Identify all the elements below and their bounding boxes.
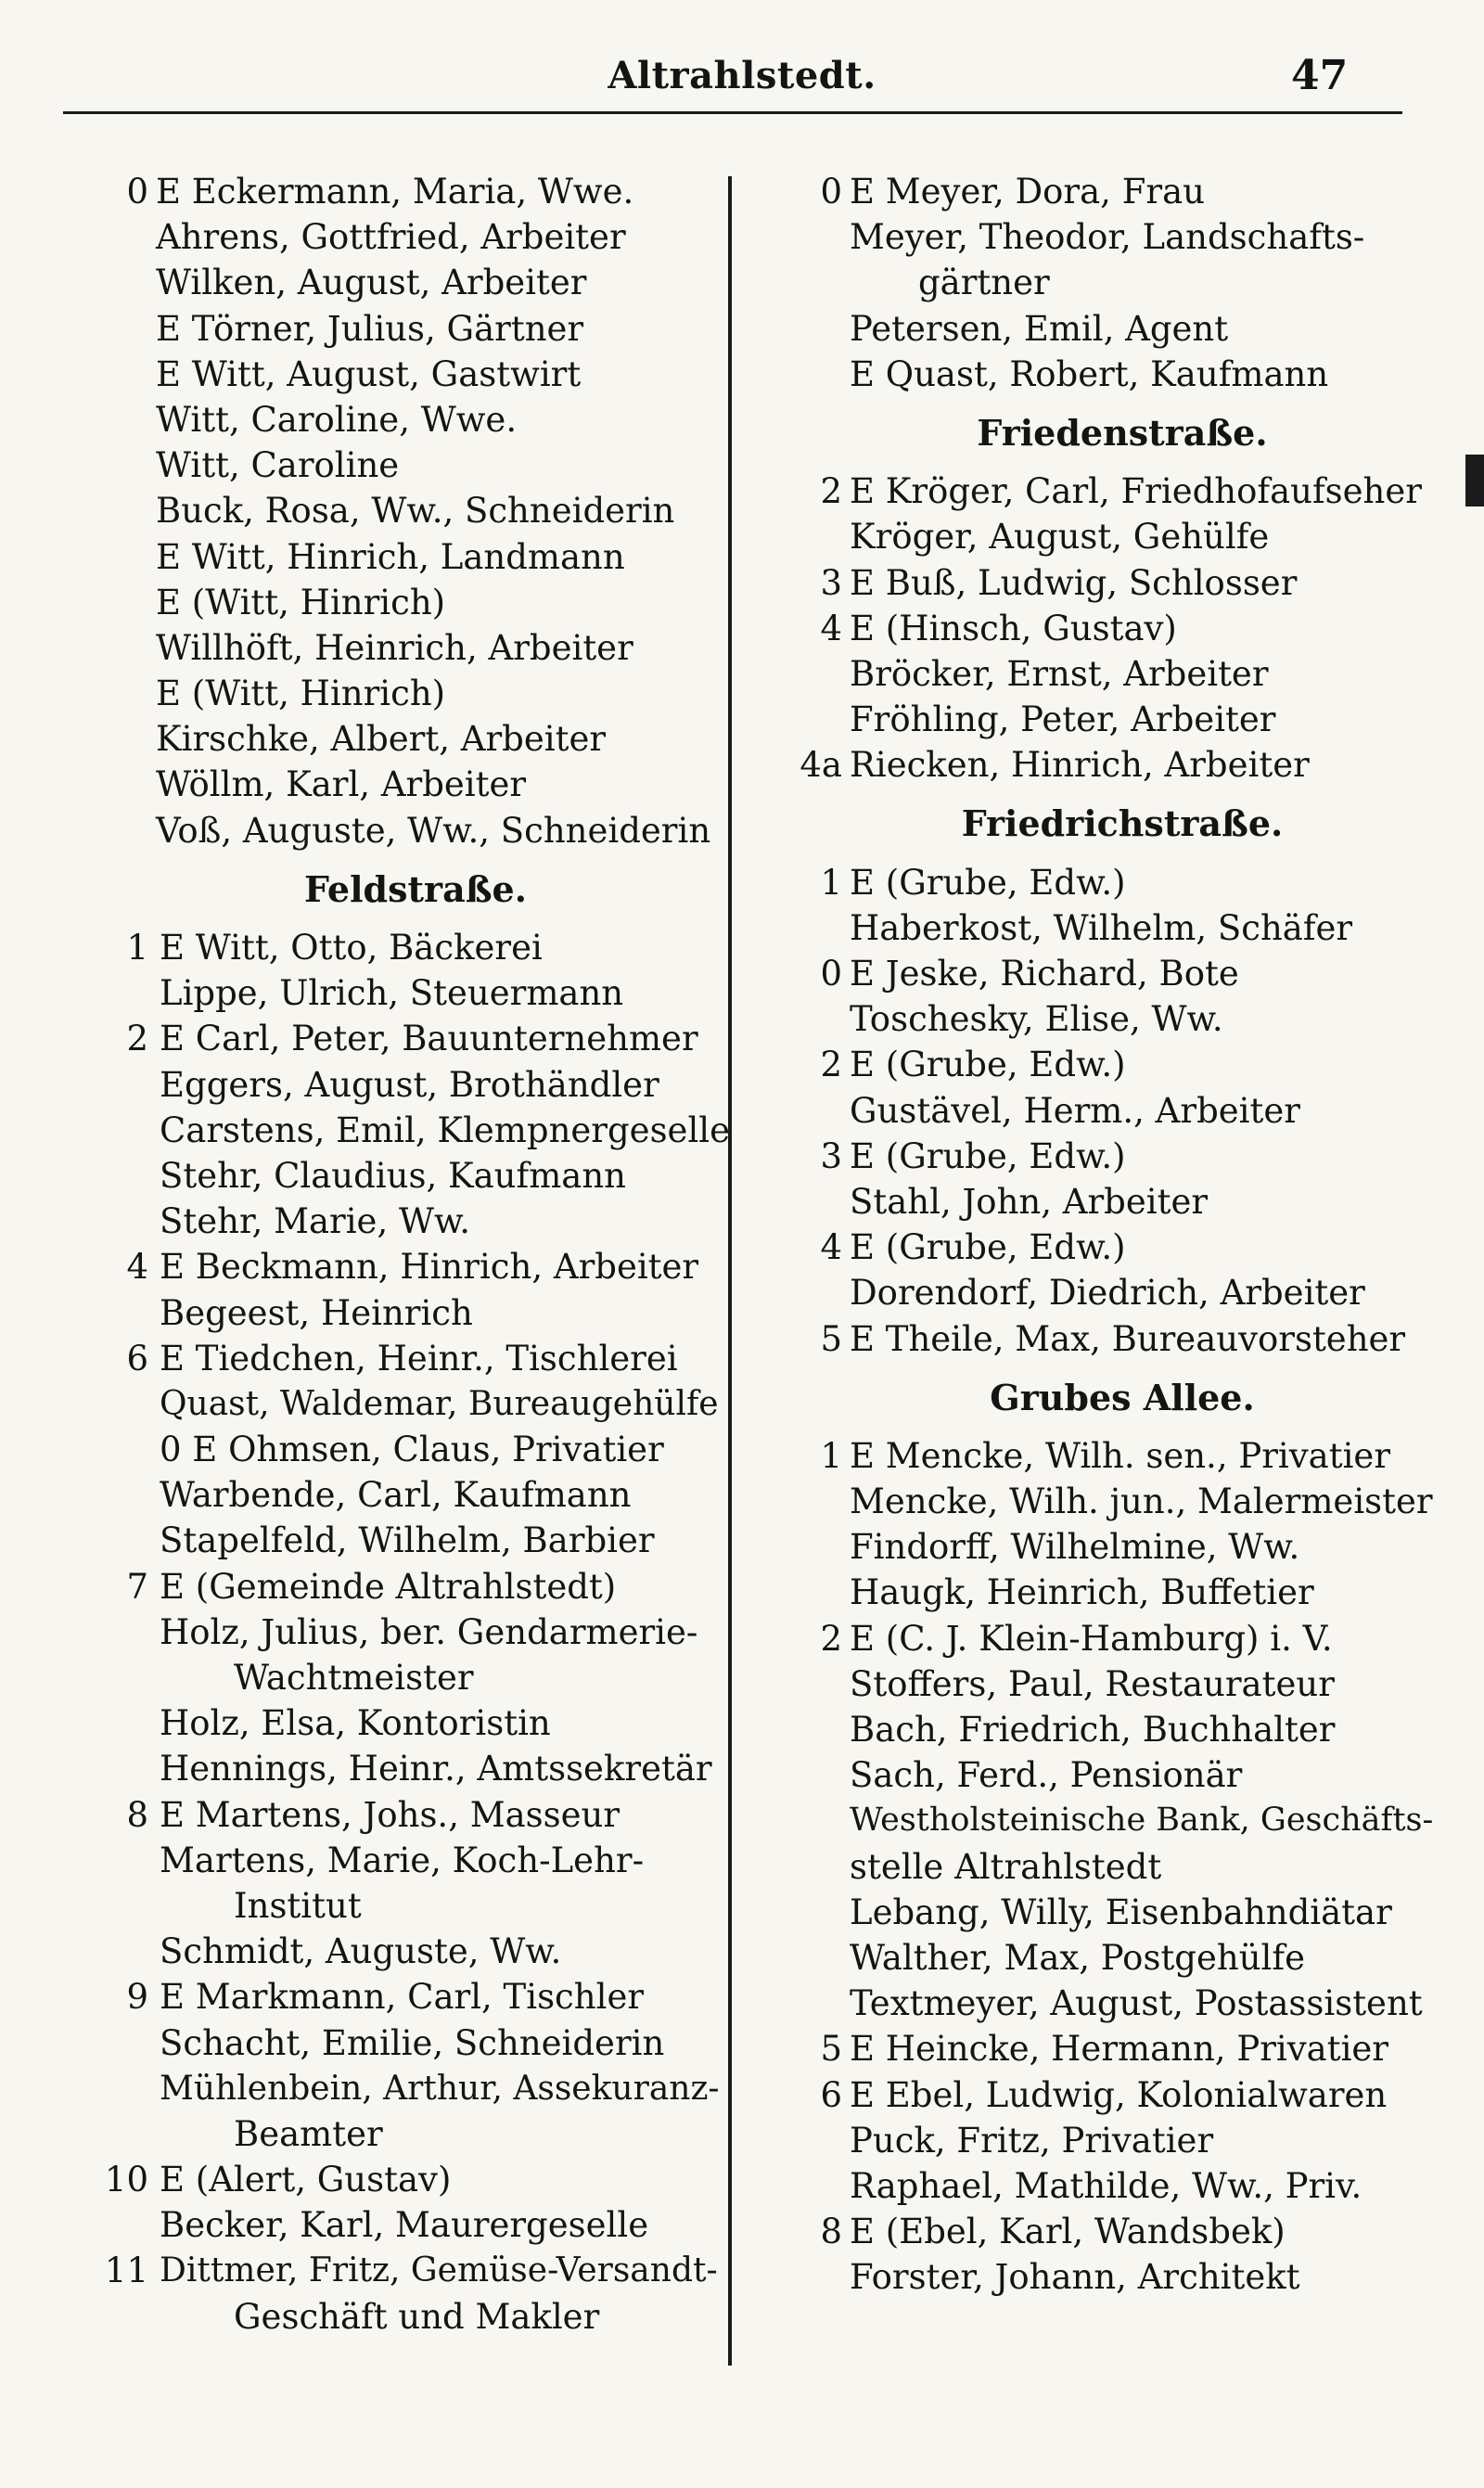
entry-text: E (Grube, Edw.) bbox=[850, 1227, 1126, 1268]
entry-text: Textmeyer, August, Postassistent bbox=[850, 1983, 1423, 2024]
directory-entry bbox=[100, 1427, 731, 1472]
directory-entry bbox=[798, 606, 1447, 651]
entry-text: Witt, Caroline, Wwe. bbox=[156, 399, 518, 440]
directory-entry bbox=[100, 2020, 731, 2066]
directory-entry bbox=[100, 1700, 731, 1746]
directory-entry bbox=[798, 1524, 1447, 1570]
directory-entry bbox=[798, 1798, 1447, 1843]
directory-entry bbox=[798, 1707, 1447, 1752]
entry-text: E Ebel, Ludwig, Kolonialwaren bbox=[850, 2074, 1388, 2115]
directory-entry bbox=[798, 905, 1447, 951]
directory-entry bbox=[798, 2254, 1447, 2300]
entry-text: E Eckermann, Maria, Wwe. bbox=[156, 172, 634, 212]
house-number: 0 bbox=[126, 172, 148, 212]
directory-entry bbox=[798, 1433, 1447, 1479]
entry-text: E Theile, Max, Bureauvorsteher bbox=[850, 1318, 1406, 1359]
house-number: 1 bbox=[820, 1435, 842, 1476]
entry-text: E Beckmann, Hinrich, Arbeiter bbox=[160, 1247, 699, 1288]
directory-entry bbox=[798, 951, 1447, 996]
directory-entry bbox=[798, 214, 1447, 260]
entry-text: Forster, Johann, Architekt bbox=[850, 2257, 1300, 2298]
directory-entry bbox=[100, 2111, 731, 2157]
page-edge-mark bbox=[1465, 455, 1484, 507]
directory-entry bbox=[798, 1890, 1447, 1935]
entry-text: E Heincke, Hermann, Privatier bbox=[850, 2029, 1388, 2070]
directory-entry bbox=[100, 2202, 731, 2248]
house-number: 3 bbox=[820, 1135, 842, 1176]
directory-entry bbox=[100, 1883, 731, 1929]
house-number: 2 bbox=[820, 471, 842, 512]
entry-text: Kröger, August, Gehülfe bbox=[850, 517, 1270, 558]
directory-entry bbox=[100, 580, 731, 625]
directory-entry bbox=[798, 2163, 1447, 2209]
entry-text: Dittmer, Fritz, Gemüse-Versandt- bbox=[160, 2251, 718, 2290]
entry-text: Stehr, Claudius, Kaufmann bbox=[160, 1155, 627, 1196]
house-number: 0 bbox=[820, 954, 842, 994]
directory-entry bbox=[798, 860, 1447, 905]
entry-text: Puck, Fritz, Privatier bbox=[850, 2120, 1214, 2161]
entry-text: stelle Altrahlstedt bbox=[850, 1846, 1162, 1887]
directory-entry bbox=[798, 1179, 1447, 1225]
directory-entry bbox=[100, 808, 731, 853]
directory-entry bbox=[100, 762, 731, 807]
entry-text: Schmidt, Auguste, Ww. bbox=[160, 1931, 562, 1972]
entry-text: E (Gemeinde Altrahlstedt) bbox=[160, 1566, 617, 1607]
house-number: 4 bbox=[820, 1227, 842, 1268]
entry-text: Toschesky, Elise, Ww. bbox=[850, 999, 1223, 1040]
entry-text: Carstens, Emil, Klempnergeselle bbox=[160, 1109, 731, 1150]
entry-text: E Witt, Hinrich, Landmann bbox=[156, 536, 625, 577]
directory-entry bbox=[100, 1108, 731, 1153]
right-column bbox=[798, 169, 1447, 2300]
entry-text: E Törner, Julius, Gärtner bbox=[156, 308, 584, 349]
directory-entry bbox=[798, 1042, 1447, 1087]
entry-text: 0 E Ohmsen, Claus, Privatier bbox=[160, 1430, 664, 1470]
directory-entry bbox=[100, 1518, 731, 1563]
directory-entry bbox=[100, 534, 731, 580]
entry-text: E (Grube, Edw.) bbox=[850, 862, 1126, 903]
directory-entry bbox=[100, 2066, 731, 2111]
directory-entry bbox=[798, 560, 1447, 606]
entry-text: Hennings, Heinr., Amtssekretär bbox=[160, 1749, 712, 1789]
left-column bbox=[100, 169, 731, 2340]
directory-entry bbox=[100, 352, 731, 397]
entry-text: E (Witt, Hinrich) bbox=[156, 582, 446, 622]
entry-text: E Tiedchen, Heinr., Tischlerei bbox=[160, 1338, 678, 1379]
directory-entry bbox=[798, 260, 1447, 305]
entry-text: E (Witt, Hinrich) bbox=[156, 673, 446, 714]
directory-entry bbox=[798, 1316, 1447, 1362]
directory-entry bbox=[100, 925, 731, 970]
directory-entry bbox=[100, 1336, 731, 1381]
entry-text: Haugk, Heinrich, Buffetier bbox=[850, 1572, 1314, 1613]
entry-text: Ahrens, Gottfried, Arbeiter bbox=[156, 217, 626, 258]
entry-text: Mühlenbein, Arthur, Assekuranz- bbox=[160, 2069, 720, 2108]
directory-entry bbox=[798, 352, 1447, 397]
entry-text: Stehr, Marie, Ww. bbox=[160, 1201, 471, 1242]
directory-entry bbox=[798, 1844, 1447, 1890]
entry-text: Quast, Waldemar, Bureaugehülfe bbox=[160, 1384, 719, 1423]
directory-entry bbox=[100, 1929, 731, 1974]
entry-text: Bröcker, Ernst, Arbeiter bbox=[850, 653, 1269, 694]
directory-entry bbox=[798, 2118, 1447, 2163]
entry-text: Gustävel, Herm., Arbeiter bbox=[850, 1090, 1300, 1131]
house-number: 0 bbox=[820, 172, 842, 212]
house-number: 1 bbox=[820, 862, 842, 903]
directory-entry bbox=[798, 742, 1447, 788]
directory-entry bbox=[798, 514, 1447, 559]
entry-text: Warbende, Carl, Kaufmann bbox=[160, 1475, 632, 1516]
street-heading: Friedrichstraße. bbox=[961, 802, 1284, 845]
entry-text: E Witt, Otto, Bäckerei bbox=[160, 928, 543, 968]
entry-text: Martens, Marie, Koch-Lehr- bbox=[160, 1840, 645, 1880]
directory-entry bbox=[100, 1062, 731, 1108]
entry-text: Eggers, August, Brothändler bbox=[160, 1064, 659, 1105]
entry-text: E Witt, August, Gastwirt bbox=[156, 353, 582, 394]
entry-text: E Carl, Peter, Bauunternehmer bbox=[160, 1019, 698, 1059]
entry-text: E Martens, Johs., Masseur bbox=[160, 1794, 620, 1835]
directory-entry bbox=[798, 1270, 1447, 1315]
entry-text: Kirschke, Albert, Arbeiter bbox=[156, 719, 607, 760]
directory-entry bbox=[100, 260, 731, 305]
entry-text: Voß, Auguste, Ww., Schneiderin bbox=[156, 810, 711, 851]
directory-entry bbox=[798, 697, 1447, 742]
entry-text: Beamter bbox=[234, 2113, 383, 2154]
directory-entry bbox=[798, 1570, 1447, 1615]
street-heading: Grubes Allee. bbox=[990, 1376, 1255, 1418]
entry-text: Stoffers, Paul, Restaurateur bbox=[850, 1663, 1335, 1704]
header-rule bbox=[63, 111, 1402, 114]
entry-text: E Quast, Robert, Kaufmann bbox=[850, 353, 1329, 394]
directory-entry bbox=[100, 442, 731, 488]
entry-text: E (Grube, Edw.) bbox=[850, 1045, 1126, 1085]
entry-text: Lebang, Willy, Eisenbahndiätar bbox=[850, 1892, 1392, 1932]
entry-text: Stapelfeld, Wilhelm, Barbier bbox=[160, 1520, 655, 1561]
entry-text: Becker, Karl, Maurergeselle bbox=[160, 2205, 649, 2246]
entry-text: gärtner bbox=[918, 263, 1050, 303]
directory-entry bbox=[798, 1752, 1447, 1798]
entry-text: E (Hinsch, Gustav) bbox=[850, 608, 1177, 648]
street-heading: Feldstraße. bbox=[304, 867, 527, 910]
entry-text: Schacht, Emilie, Schneiderin bbox=[160, 2022, 665, 2063]
entry-text: Westholsteinische Bank, Geschäfts- bbox=[850, 1802, 1434, 1840]
directory-entry bbox=[100, 716, 731, 762]
entry-text: E Mencke, Wilh. sen., Privatier bbox=[850, 1435, 1391, 1476]
entry-text: Institut bbox=[234, 1885, 362, 1926]
entry-text: Walther, Max, Postgehülfe bbox=[850, 1937, 1305, 1978]
directory-entry bbox=[100, 2248, 731, 2293]
house-number: 5 bbox=[820, 1318, 842, 1359]
street-heading: Friedenstraße. bbox=[977, 411, 1268, 454]
directory-entry bbox=[798, 1935, 1447, 1981]
entry-text: Haberkost, Wilhelm, Schäfer bbox=[850, 907, 1353, 948]
directory-entry bbox=[798, 1134, 1447, 1179]
entry-text: E Buß, Ludwig, Schlosser bbox=[850, 562, 1298, 603]
entry-text: Mencke, Wilh. jun., Malermeister bbox=[850, 1481, 1433, 1522]
directory-entry bbox=[100, 488, 731, 533]
directory-entry bbox=[100, 2157, 731, 2202]
running-header-title: Altrahlstedt. bbox=[608, 54, 876, 97]
entry-text: Wilken, August, Arbeiter bbox=[156, 263, 587, 303]
entry-text: Witt, Caroline bbox=[156, 445, 400, 486]
directory-entry bbox=[798, 1225, 1447, 1270]
directory-entry bbox=[100, 1016, 731, 1061]
directory-entry bbox=[798, 996, 1447, 1042]
directory-entry bbox=[100, 1974, 731, 2020]
directory-entry bbox=[798, 1088, 1447, 1134]
directory-entry bbox=[100, 1381, 731, 1427]
directory-entry bbox=[100, 1610, 731, 1655]
directory-entry bbox=[100, 1472, 731, 1518]
entry-text: E (Ebel, Karl, Wandsbek) bbox=[850, 2212, 1286, 2252]
house-number: 11 bbox=[104, 2251, 148, 2291]
entry-text: Begeest, Heinrich bbox=[160, 1292, 473, 1333]
house-number: 8 bbox=[820, 2212, 842, 2252]
house-number: 6 bbox=[126, 1338, 148, 1379]
entry-text: E Kröger, Carl, Friedhofaufseher bbox=[850, 471, 1422, 512]
directory-entry bbox=[100, 1792, 731, 1838]
directory-entry bbox=[798, 651, 1447, 697]
house-number: 2 bbox=[820, 1618, 842, 1659]
entry-text: Wachtmeister bbox=[234, 1658, 474, 1698]
house-number: 8 bbox=[126, 1794, 148, 1835]
entry-text: Wöllm, Karl, Arbeiter bbox=[156, 764, 527, 805]
directory-entry bbox=[100, 214, 731, 260]
house-number: 1 bbox=[126, 928, 148, 968]
house-number: 2 bbox=[126, 1019, 148, 1059]
directory-entry bbox=[798, 1616, 1447, 1661]
house-number: 4 bbox=[820, 608, 842, 648]
entry-text: Holz, Julius, ber. Gendarmerie- bbox=[160, 1611, 698, 1652]
directory-entry bbox=[798, 1661, 1447, 1707]
entry-text: E Meyer, Dora, Frau bbox=[850, 172, 1205, 212]
directory-entry bbox=[100, 397, 731, 442]
directory-entry bbox=[100, 1199, 731, 1244]
directory-entry bbox=[100, 1655, 731, 1700]
directory-entry bbox=[798, 1479, 1447, 1524]
directory-entry bbox=[100, 1153, 731, 1199]
entry-text: Buck, Rosa, Ww., Schneiderin bbox=[156, 491, 675, 532]
entry-text: Dorendorf, Diedrich, Arbeiter bbox=[850, 1273, 1365, 1314]
house-number: 5 bbox=[820, 2029, 842, 2070]
entry-text: Fröhling, Peter, Arbeiter bbox=[850, 699, 1276, 740]
entry-text: E (Alert, Gustav) bbox=[160, 2160, 452, 2200]
entry-text: Stahl, John, Arbeiter bbox=[850, 1181, 1209, 1222]
house-number: 6 bbox=[820, 2074, 842, 2115]
entry-text: Holz, Elsa, Kontoristin bbox=[160, 1703, 551, 1744]
directory-entry bbox=[100, 1244, 731, 1289]
directory-entry bbox=[100, 1746, 731, 1791]
entry-text: Petersen, Emil, Agent bbox=[850, 308, 1229, 349]
directory-entry bbox=[100, 2294, 731, 2340]
house-number: 10 bbox=[104, 2160, 148, 2200]
entry-text: E Jeske, Richard, Bote bbox=[850, 954, 1239, 994]
house-number: 4a bbox=[800, 745, 842, 786]
directory-entry bbox=[100, 169, 731, 214]
house-number: 9 bbox=[126, 1977, 148, 2018]
entry-text: E Markmann, Carl, Tischler bbox=[160, 1977, 645, 2018]
directory-entry bbox=[100, 970, 731, 1016]
directory-entry bbox=[798, 2072, 1447, 2118]
directory-entry bbox=[798, 468, 1447, 514]
house-number: 7 bbox=[126, 1566, 148, 1607]
house-number: 3 bbox=[820, 562, 842, 603]
directory-entry bbox=[100, 306, 731, 352]
directory-entry bbox=[798, 2209, 1447, 2254]
directory-entry bbox=[798, 306, 1447, 352]
directory-entry bbox=[100, 1564, 731, 1610]
directory-entry bbox=[100, 671, 731, 716]
entry-text: Bach, Friedrich, Buchhalter bbox=[850, 1710, 1336, 1750]
entry-text: E (Grube, Edw.) bbox=[850, 1135, 1126, 1176]
entry-text: Geschäft und Makler bbox=[234, 2296, 600, 2337]
entry-text: E (C. J. Klein-Hamburg) i. V. bbox=[850, 1618, 1333, 1659]
page-number: 47 bbox=[1291, 52, 1349, 99]
entry-text: Findorff, Wilhelmine, Ww. bbox=[850, 1527, 1300, 1568]
house-number: 4 bbox=[126, 1247, 148, 1288]
directory-entry bbox=[100, 625, 731, 671]
entry-text: Raphael, Mathilde, Ww., Priv. bbox=[850, 2165, 1362, 2206]
directory-entry bbox=[100, 1290, 731, 1336]
house-number: 2 bbox=[820, 1045, 842, 1085]
entry-text: Willhöft, Heinrich, Arbeiter bbox=[156, 627, 633, 668]
directory-entry bbox=[798, 2026, 1447, 2071]
entry-text: Meyer, Theodor, Landschafts- bbox=[850, 217, 1365, 258]
entry-text: Riecken, Hinrich, Arbeiter bbox=[850, 745, 1310, 786]
entry-text: Sach, Ferd., Pensionär bbox=[850, 1755, 1243, 1796]
directory-entry bbox=[798, 169, 1447, 214]
entry-text: Lippe, Ulrich, Steuermann bbox=[160, 973, 624, 1014]
directory-entry bbox=[100, 1838, 731, 1883]
directory-entry bbox=[798, 1981, 1447, 2026]
